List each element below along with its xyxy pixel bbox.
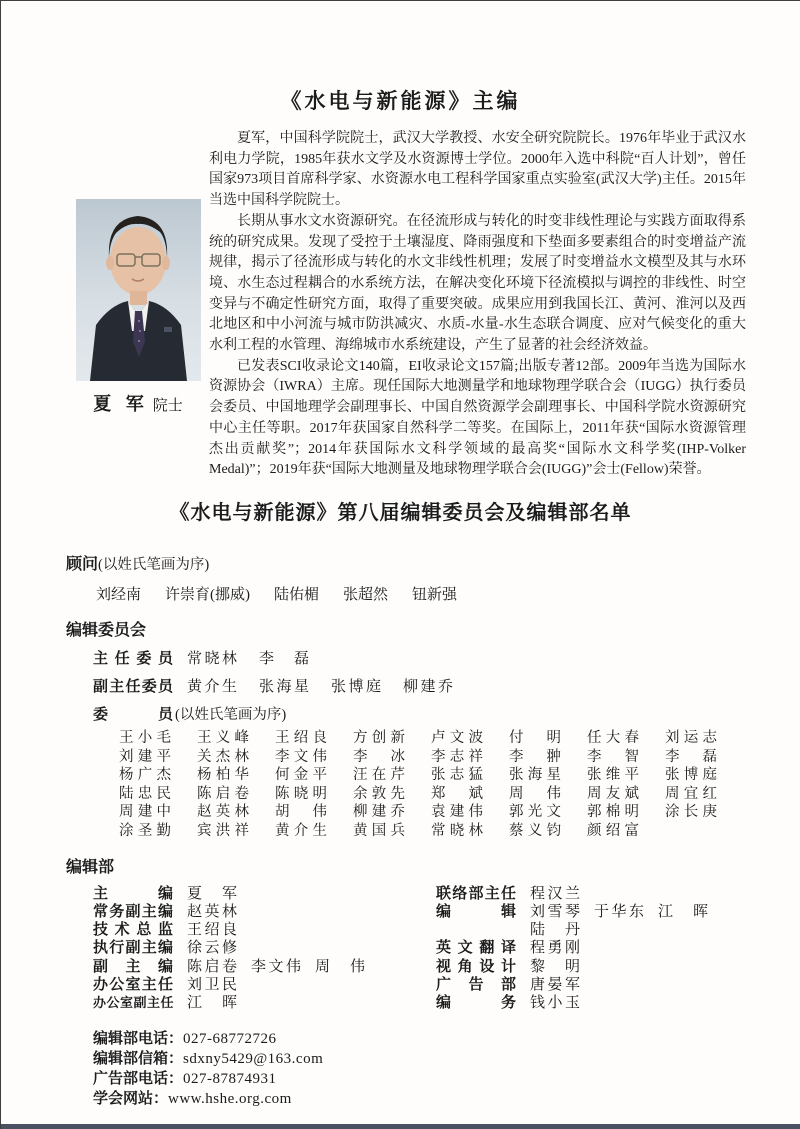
committee-member-name: 李文伟 [275,748,327,765]
committee-member-name: 李智 [587,748,639,765]
committee-member-name: 李翀 [509,748,561,765]
contact-value: www.hshe.org.com [168,1090,292,1107]
staff-row [436,976,800,994]
staff-name: 刘雪琴 [530,903,580,920]
members-label-row [93,703,800,724]
staff-row [93,958,436,976]
committee-member-name: 关杰林 [197,748,249,765]
staff-name: 赵英林 [187,903,237,920]
committee-member-name: 张志猛 [431,767,483,784]
contact-value: 027-68772726 [183,1030,277,1047]
contact-label: 编辑部电话： [93,1029,184,1047]
committee-member-row [119,729,800,748]
committee-section-title: 《水电与新能源》第八届编辑委员会及编辑部名单 [169,501,632,524]
committee-member-name: 宾洪祥 [197,822,249,839]
committee-member-name: 王义峰 [197,729,249,746]
contact-label: 编辑部信箱： [93,1049,184,1067]
vice-chair-names [187,675,475,696]
committee-member-name: 郑斌 [431,785,483,802]
committee-member-name: 何金平 [275,767,327,784]
committee-member-row [119,785,800,804]
staff-role-label: 执行副主编 [93,939,173,957]
committee-member-name: 黄介生 [275,822,327,839]
staff-name: 江晖 [187,995,237,1012]
portrait-photo [76,199,201,381]
staff-name: 李文伟 [251,958,301,975]
committee-member-name: 卢文波 [431,729,483,746]
staff-role-label: 主编 [93,884,173,902]
members-note: (以姓氏笔画为序) [175,706,287,723]
committee-member-name: 柳建乔 [353,804,405,821]
staff-row [436,958,800,976]
committee-member-name: 汪在芹 [353,767,405,784]
bio-paragraph-3: 已发表SCI收录论文140篇，EI收录论文157篇;出版专著12部。2009年当选为国际水资源协会（IWRA）主席。现任国际大地测量学和地球物理学联合会（IUGG）执行委员会委员、中国地理学会副理事长、中国自然资源学会副理事长、中国科学院水资源研究中心主任等职。2017年获国家自然科学二等奖。在国际上，2011年获“国际水资源管理杰出贡献奖”；2014年获国际水文科学领域的最高奖“国际水文科学奖(IHP-Volker Medal)”；2019年获“国际大地测量及地球物理学联合会(IUGG)”会士(Fellow)荣誉。 [209,358,746,478]
editorial-committee-header: 编辑委员会 [66,621,147,639]
vice-chair-name: 张博庭 [331,678,381,695]
members-role-label: 委员 [93,705,173,723]
contact-value: 027-87874931 [183,1070,277,1087]
committee-member-grid [119,729,800,841]
staff-role-label: 办公室副主任 [93,995,173,1011]
editorial-office-staff [93,885,800,1013]
editorial-office-header: 编辑部 [66,858,115,876]
chair-names [187,647,331,668]
staff-name: 陆丹 [530,922,580,939]
committee-member-name: 杨柏华 [197,767,249,784]
editor-bio-section [67,129,746,481]
contact-row [93,1069,800,1089]
contact-row [93,1089,800,1109]
committee-member-name: 刘建平 [119,748,171,765]
committee-member-name: 袁建伟 [431,804,483,821]
committee-member-name: 杨广杰 [119,767,171,784]
staff-name: 周伟 [315,958,365,975]
photo-caption [67,390,209,416]
staff-role-label: 办公室主任 [93,976,173,993]
committee-member-name: 胡伟 [275,804,327,821]
committee-member-name: 涂长庚 [665,804,717,821]
staff-role-label: 广告部 [436,976,516,993]
committee-member-name: 王绍良 [275,729,327,746]
staff-name: 程勇刚 [530,940,580,957]
staff-role-label: 技术总监 [93,921,173,939]
staff-row [436,903,800,921]
bio-paragraph-1: 夏军，中国科学院院士，武汉大学教授、水安全研究院院长。1976年毕业于武汉水利电力学院，1985年获水文学及水资源博士学位。2000年入选中科院“百人计划”，曾任国家973项目首席科学家、水资源水电工程科学国家重点实验室(武汉大学)主任。2015年当选中国科学院院士。 [209,131,746,209]
committee-member-name: 陆忠民 [119,785,171,802]
staff-right-column [436,885,800,1013]
contact-info-block [93,1029,800,1109]
committee-member-name: 周宜红 [665,785,717,802]
staff-name: 陈启卷 [187,958,237,975]
advisors-label-line [66,551,735,574]
staff-role-label: 编辑 [436,902,516,920]
contact-label: 学会网站： [93,1089,169,1107]
staff-name: 刘卫民 [187,977,237,993]
staff-role-label: 英文翻译 [436,939,516,957]
committee-member-name: 张维平 [587,767,639,784]
vice-chair-row [93,675,800,696]
committee-member-name: 张博庭 [665,767,717,784]
vice-chair-name: 柳建乔 [403,678,453,695]
committee-member-name: 任大春 [587,729,639,746]
editor-title: 院士 [152,398,183,414]
chair-name: 李磊 [259,650,309,667]
staff-name: 王绍良 [187,922,237,939]
committee-member-name: 周建中 [119,804,171,821]
staff-row [93,885,436,903]
portrait-illustration [76,199,201,381]
staff-role-label: 常务副主编 [93,902,173,920]
staff-row [436,885,800,903]
committee-member-name: 陈晓明 [275,785,327,802]
staff-row [436,939,800,957]
page-title: 《水电与新能源》主编 [280,90,521,113]
committee-member-name: 黄国兵 [353,822,405,839]
staff-row [93,994,436,1012]
chair-row [93,647,800,668]
staff-row [93,976,436,994]
staff-role-label: 副主编 [93,957,173,975]
advisor-name: 刘经南 [96,586,142,603]
chair-name: 常晓林 [187,650,237,667]
advisor-name: 钮新强 [412,586,458,603]
staff-name: 程汉兰 [530,885,580,902]
staff-left-column [93,885,436,1013]
committee-member-name: 赵英林 [197,804,249,821]
staff-name: 唐晏军 [530,977,580,993]
staff-role-label: 联络部主任 [436,884,516,902]
committee-member-name: 方创新 [353,729,405,746]
staff-name: 徐云修 [187,940,237,957]
committee-member-row [119,748,800,767]
committee-member-name: 付明 [509,729,561,746]
vice-chair-name: 黄介生 [187,678,237,695]
contact-row [93,1029,800,1049]
committee-member-name: 刘运志 [665,729,717,746]
advisor-name: 许崇育(挪威) [165,586,251,603]
committee-member-name: 郭光文 [509,804,561,821]
committee-member-name: 余敦先 [353,785,405,802]
committee-member-name: 周友斌 [587,785,639,802]
staff-row [93,903,436,921]
contact-label: 广告部电话： [93,1069,184,1087]
staff-row [436,994,800,1012]
staff-role-label: 编务 [436,994,516,1012]
photo-column [67,129,209,481]
committee-member-name: 郭棉明 [587,804,639,821]
committee-member-name: 蔡义钧 [509,822,561,839]
advisors-label: 顾问 [66,555,99,573]
committee-member-name: 李磊 [665,748,717,765]
committee-member-name: 李冰 [353,748,405,765]
advisors-note: (以姓氏笔画为序) [98,556,210,573]
advisor-name: 陆佑楣 [274,586,320,603]
staff-role-label: 视角设计 [436,957,516,975]
contact-value: sdxny5429@163.com [183,1050,324,1067]
bio-paragraph-2: 长期从事水文水资源研究。在径流形成与转化的时变非线性理论与实践方面取得系统的研究成果。发现了受控于土壤湿度、降雨强度和下垫面多要素组合的时变增益产流规律，揭示了径流形成与转化的水文非线性机理；发展了时变增益水文模型及其与水环境、水生态过程耦合的水系统方法，在解决变化环境下径流模拟与调控的非线性、时空变异与不确定性研究方面，取得了重要突破。成果应用到我国长江、黄河、淮河以及西北地区和中小河流与城市防洪减灾、水质-水量-水生态联合调度、应对气候变化的重大水利工程的水管理、海绵城市水系统建设，产生了显著的社会经济效益。 [209,213,746,354]
committee-member-name: 常晓林 [431,822,483,839]
staff-row [93,921,436,939]
chair-role-label: 主任委员 [93,649,173,667]
bottom-accent-bar [1,1124,800,1129]
staff-name: 于华东 [594,903,644,920]
staff-row [436,921,800,939]
committee-member-name: 陈启卷 [197,785,249,802]
staff-role-label [436,921,516,939]
staff-name: 黎明 [530,958,580,975]
committee-member-name: 涂圣勤 [119,822,171,839]
committee-member-name: 王小毛 [119,729,171,746]
committee-member-name: 张海星 [509,767,561,784]
committee-member-name: 周伟 [509,785,561,802]
committee-member-row [119,822,800,841]
contact-row [93,1049,800,1069]
advisor-name: 张超然 [343,586,389,603]
committee-member-name: 颜绍富 [587,822,639,839]
staff-name: 夏军 [187,885,237,902]
committee-member-row [119,766,800,785]
staff-name: 江晖 [658,903,708,920]
vice-chair-name: 张海星 [259,678,309,695]
vice-chair-role-label: 副主任委员 [93,677,173,695]
staff-name: 钱小玉 [530,995,580,1012]
advisors-name-list [96,583,735,604]
bio-text-column [209,129,746,481]
staff-row [93,939,436,957]
committee-member-row [119,803,800,822]
committee-member-name: 李志祥 [431,748,483,765]
editor-name: 夏 军 [93,394,149,414]
